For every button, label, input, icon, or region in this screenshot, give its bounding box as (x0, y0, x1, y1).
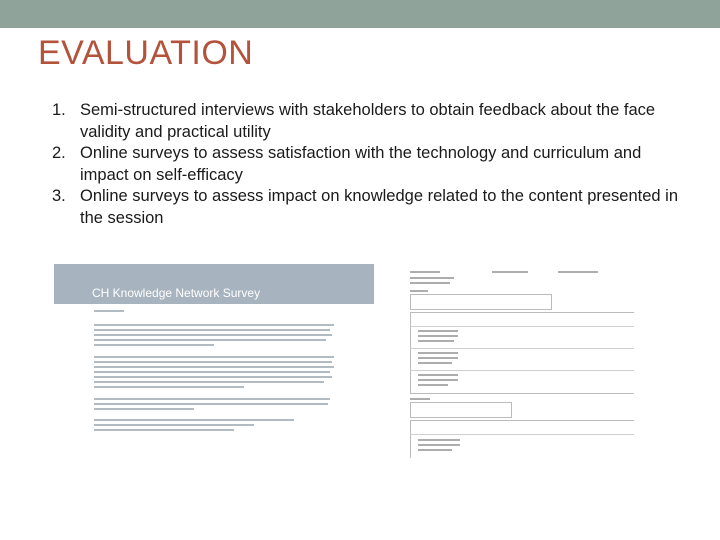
table-text-line (410, 398, 430, 400)
survey-text-line (94, 339, 326, 341)
table-text-line (410, 277, 454, 279)
table-text-line (418, 357, 458, 359)
table-text-line (418, 384, 448, 386)
survey-header (54, 264, 374, 304)
list-text: Online surveys to assess satisfaction with the technology and curriculum and impact on self-efficacy (80, 144, 642, 184)
table-text-line (418, 379, 458, 381)
survey-text-line (94, 361, 332, 363)
survey-text-line (94, 424, 254, 426)
survey-text-line (94, 376, 332, 378)
survey-text-line (94, 371, 330, 373)
table-text-line (418, 449, 452, 451)
survey-screenshot (54, 264, 374, 444)
table-text-line (558, 271, 598, 273)
table-row (410, 348, 634, 349)
table-text-line (418, 340, 454, 342)
survey-text-line (94, 344, 214, 346)
survey-text-line (94, 310, 124, 312)
survey-text-line (94, 329, 330, 331)
table-text-line (410, 271, 440, 273)
table-text-line (410, 290, 428, 292)
table-text-line (418, 330, 458, 332)
table-row (410, 370, 634, 371)
table-row (410, 326, 634, 327)
table-text-line (418, 374, 458, 376)
list-item (52, 186, 692, 229)
survey-text-line (94, 334, 332, 336)
survey-text-line (94, 419, 294, 421)
survey-text-line (94, 398, 330, 400)
slide-title: EVALUATION (38, 34, 254, 72)
table-text-line (418, 444, 460, 446)
list-item (52, 100, 692, 143)
survey-text-line (94, 386, 244, 388)
table-text-line (418, 352, 458, 354)
survey-text-line (94, 366, 334, 368)
table-text-line (492, 271, 528, 273)
rating-key-table (410, 294, 552, 310)
survey-text-line (94, 356, 334, 358)
list-number: 1. (52, 101, 66, 119)
survey-text-line (94, 429, 234, 431)
survey-text-line (94, 403, 328, 405)
table-text-line (418, 335, 458, 337)
survey-text-line (94, 408, 194, 410)
rating-key-table-2 (410, 402, 512, 418)
table-text-line (418, 439, 460, 441)
evaluation-list (52, 100, 692, 229)
table-text-line (418, 362, 452, 364)
table-row (410, 434, 634, 435)
list-text: Online surveys to assess impact on knowledge related to the content presented in the session (80, 187, 679, 227)
list-number: 3. (52, 187, 66, 205)
survey-text-line (94, 381, 324, 383)
list-item (52, 143, 692, 186)
table-text-line (410, 282, 450, 284)
survey-title: CH Knowledge Network Survey (92, 286, 261, 300)
survey-text-line (94, 324, 334, 326)
results-table-screenshot (408, 268, 634, 458)
list-number: 2. (52, 144, 66, 162)
list-text: Semi-structured interviews with stakeholders to obtain feedback about the face validity and practical utility (80, 101, 656, 141)
top-banner (0, 0, 720, 28)
